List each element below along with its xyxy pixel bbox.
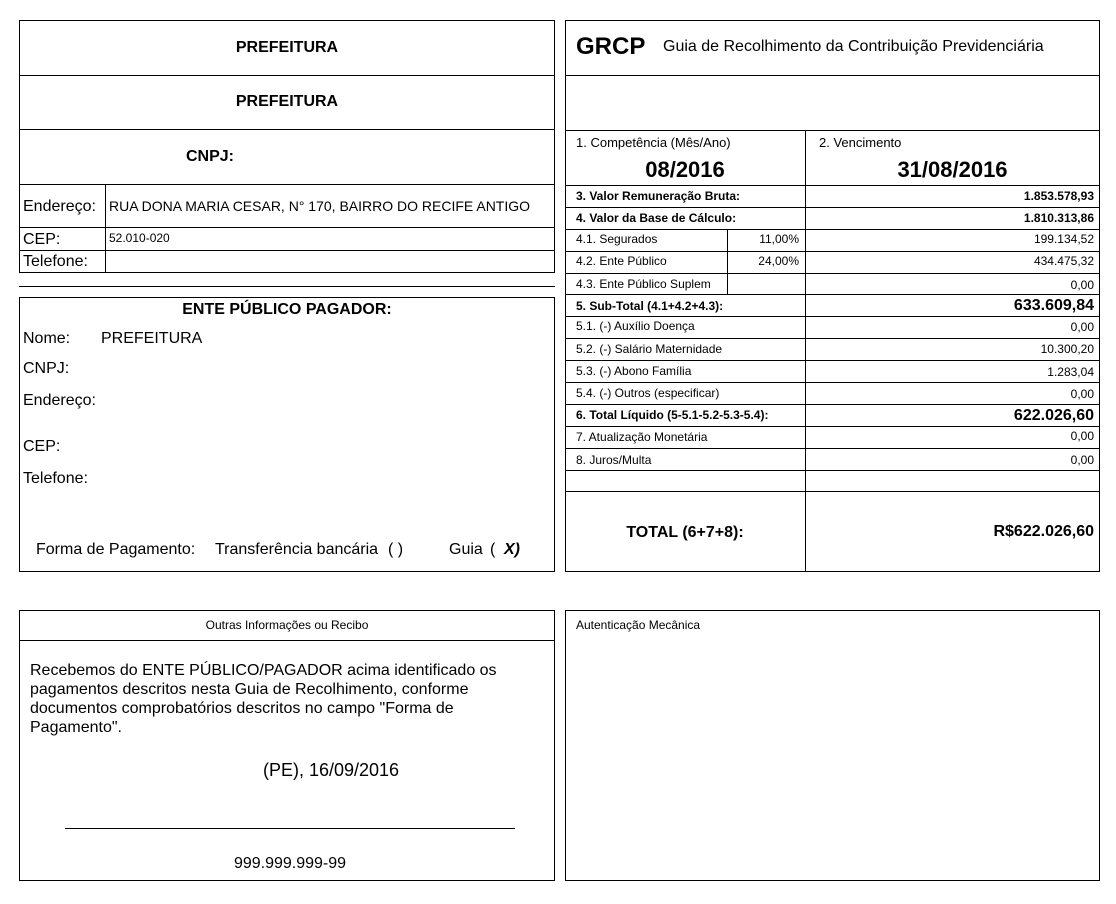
- signature-id: 999.999.999-99: [233, 855, 347, 872]
- divider: [105, 184, 106, 273]
- issuer-cep-label: CEP:: [23, 231, 61, 248]
- competencia-value: 08/2016: [645, 157, 725, 182]
- place-date: (PE), 16/09/2016: [262, 760, 400, 780]
- transferencia-checkbox: ( ): [388, 541, 404, 558]
- signature-line: [65, 828, 515, 829]
- ente-title: ENTE PÚBLICO PAGADOR:: [182, 301, 392, 318]
- row-value: 1.810.313,86: [1023, 211, 1094, 225]
- row-pct: 24,00%: [758, 254, 799, 268]
- competencia-label: 1. Competência (Mês/Ano): [576, 135, 731, 150]
- row-label: 4.3. Ente Público Suplem: [576, 277, 711, 291]
- guia-label: Guia: [449, 541, 483, 558]
- divider: [565, 426, 1100, 427]
- divider: [19, 227, 555, 228]
- ente-nome-value: PREFEITURA: [101, 330, 203, 347]
- row-value: 0,00: [1070, 429, 1094, 443]
- divider: [565, 338, 1100, 339]
- grcp-title: Guia de Recolhimento da Contribuição Previdenciária: [663, 38, 1044, 55]
- row-label: 7. Atualização Monetária: [576, 430, 708, 444]
- row-pct: 11,00%: [759, 232, 799, 246]
- divider: [19, 250, 555, 251]
- divider: [565, 294, 1100, 295]
- forma-pagamento-label: Forma de Pagamento:: [36, 541, 196, 558]
- issuer-subtitle: PREFEITURA: [235, 93, 339, 110]
- separator-line: [19, 286, 555, 287]
- row-value: 0,00: [1070, 387, 1094, 401]
- row-label: 5.2. (-) Salário Maternidade: [576, 342, 723, 356]
- divider: [565, 75, 1100, 76]
- row-value: 10.300,20: [1040, 342, 1094, 356]
- divider: [565, 273, 1100, 274]
- ente-cnpj-label: CNPJ:: [23, 360, 70, 377]
- ente-publico-box: [19, 297, 555, 572]
- row-label: 5.1. (-) Auxílio Doença: [576, 319, 695, 333]
- row-label: 5.3. (-) Abono Família: [576, 364, 692, 378]
- outras-title: Outras Informações ou Recibo: [205, 618, 369, 632]
- divider: [565, 448, 1100, 449]
- autenticacao-box: [565, 610, 1100, 881]
- divider: [565, 360, 1100, 361]
- outras-informacoes-box: [19, 610, 555, 881]
- row-label: 3. Valor Remuneração Bruta:: [576, 189, 741, 203]
- ente-nome-label: Nome:: [23, 330, 71, 347]
- row-value: 1.853.578,93: [1023, 189, 1094, 203]
- ente-cep-label: CEP:: [23, 438, 61, 455]
- issuer-endereco-value: RUA DONA MARIA CESAR, N° 170, BAIRRO DO RECIFE ANTIGO: [109, 198, 531, 214]
- grcp-box: [565, 20, 1100, 572]
- divider: [19, 640, 555, 641]
- divider: [565, 491, 1100, 492]
- divider: [565, 382, 1100, 383]
- guia-checkbox-open: (: [490, 541, 496, 558]
- transferencia-label: Transferência bancária: [215, 541, 379, 558]
- divider: [565, 185, 1100, 186]
- ente-telefone-label: Telefone:: [23, 470, 88, 487]
- total-value: R$622.026,60: [993, 523, 1094, 540]
- row-value: 0,00: [1070, 320, 1094, 334]
- row-label: 4.2. Ente Público: [576, 254, 667, 268]
- issuer-endereco-label: Endereço:: [23, 198, 96, 215]
- divider: [19, 184, 555, 185]
- row-label: 6. Total Líquido (5-5.1-5.2-5.3-5.4):: [576, 408, 769, 422]
- row-label: 5.4. (-) Outros (especificar): [576, 386, 720, 400]
- divider: [565, 251, 1100, 252]
- divider: [565, 470, 1100, 471]
- divider: [565, 404, 1100, 405]
- row-value: 633.609,84: [1013, 297, 1094, 314]
- row-label: 5. Sub-Total (4.1+4.2+4.3):: [576, 299, 724, 313]
- vencimento-value: 31/08/2016: [897, 157, 1008, 182]
- row-label: 4.1. Segurados: [576, 232, 658, 246]
- row-value: 1.283,04: [1047, 365, 1094, 379]
- divider: [565, 229, 1100, 230]
- row-label: 4. Valor da Base de Cálculo:: [576, 211, 737, 225]
- divider: [19, 75, 555, 76]
- row-value: 0,00: [1070, 453, 1094, 467]
- vencimento-label: 2. Vencimento: [819, 135, 902, 150]
- total-label: TOTAL (6+7+8):: [626, 524, 744, 541]
- issuer-telefone-label: Telefone:: [23, 253, 88, 270]
- issuer-box: [19, 20, 555, 273]
- row-value: 0,00: [1070, 278, 1094, 292]
- grcp-code: GRCP: [576, 33, 646, 60]
- ente-endereco-label: Endereço:: [23, 392, 96, 409]
- issuer-title: PREFEITURA: [235, 39, 339, 56]
- issuer-cnpj-label: CNPJ:: [186, 148, 235, 165]
- recibo-text: Recebemos do ENTE PÚBLICO/PAGADOR acima identificado os pagamentos descritos nesta Guia de Recolhimento, conforme documentos comprobatórios descritos no campo "Forma de Pagamento".: [30, 662, 497, 736]
- divider: [565, 130, 1100, 131]
- row-label: 8. Juros/Multa: [576, 453, 652, 467]
- divider: [19, 129, 555, 130]
- divider: [565, 207, 1100, 208]
- guia-checkbox-mark: X): [504, 541, 520, 558]
- divider: [565, 316, 1100, 317]
- row-value: 199.134,52: [1033, 232, 1094, 246]
- autenticacao-title: Autenticação Mecânica: [576, 618, 701, 632]
- issuer-cep-value: 52.010-020: [109, 231, 170, 245]
- row-value: 434.475,32: [1033, 254, 1094, 268]
- row-value: 622.026,60: [1013, 407, 1094, 424]
